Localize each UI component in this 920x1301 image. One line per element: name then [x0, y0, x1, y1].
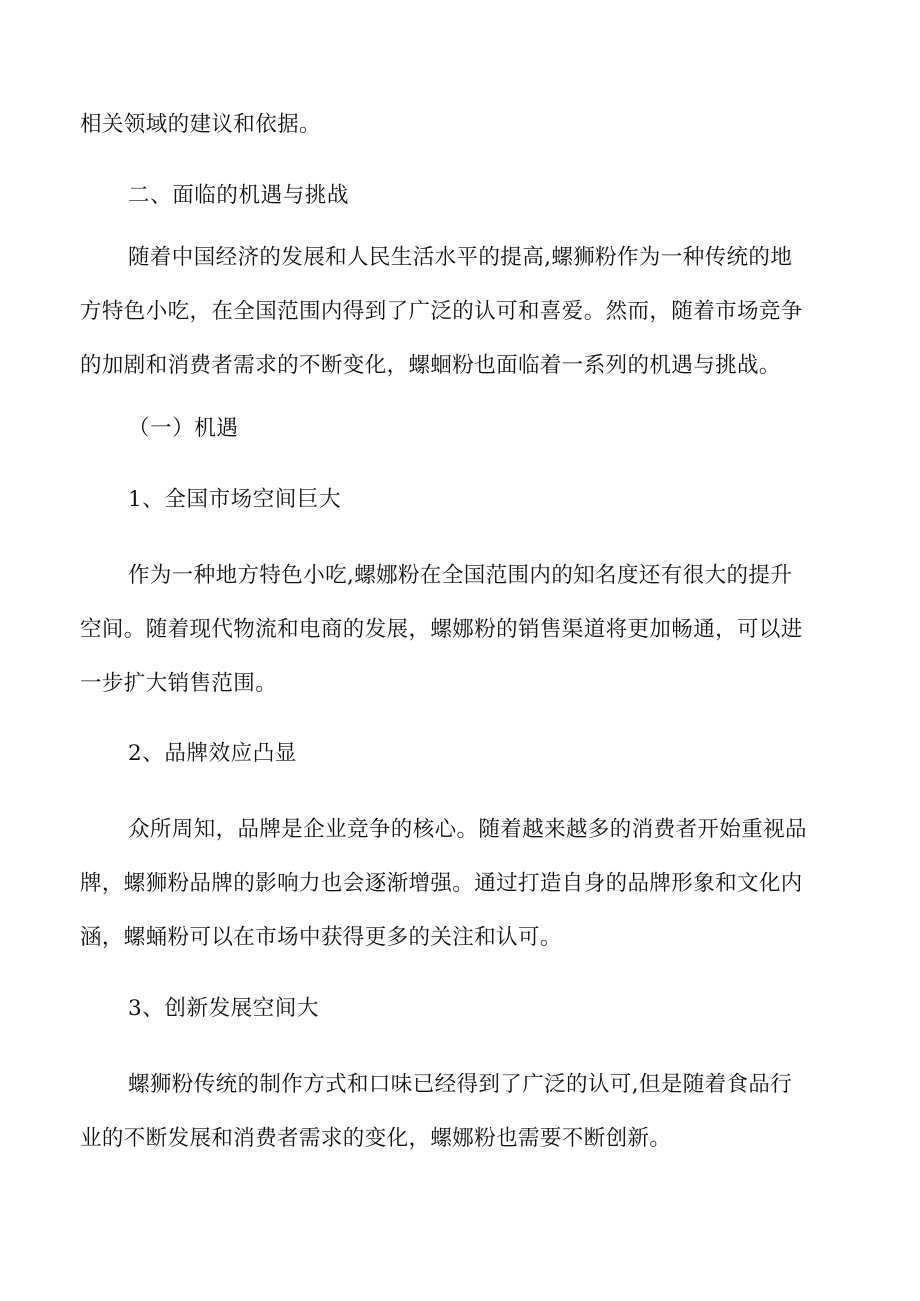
paragraph-line: 涵，螺蛹粉可以在市场中获得更多的关注和认可。 — [80, 925, 562, 950]
paragraph-line: 作为一种地方特色小吃,螺娜粉在全国范围内的知名度还有很大的提升 — [128, 563, 793, 588]
paragraph-line: 随着中国经济的发展和人民生活水平的提高,螺狮粉作为一种传统的地 — [128, 245, 793, 270]
paragraph-line: 业的不断发展和消费者需求的变化，螺娜粉也需要不断创新。 — [80, 1126, 672, 1151]
paragraph-line: 相关领域的建议和依据。 — [80, 112, 321, 137]
subsection-heading: （一）机遇 — [128, 416, 239, 441]
item-heading: 3、创新发展空间大 — [128, 996, 320, 1021]
paragraph-line: 螺狮粉传统的制作方式和口味已经得到了广泛的认可,但是随着食品行 — [128, 1072, 793, 1097]
paragraph-line: 的加剧和消费者需求的不断变化，螺蛔粉也面临着一系列的机遇与挑战。 — [80, 353, 781, 378]
paragraph-line: 一步扩大销售范围。 — [80, 671, 278, 696]
item-heading: 2、品牌效应凸显 — [128, 741, 297, 766]
item-heading: 1、全国市场空间巨大 — [128, 487, 342, 512]
paragraph-line: 牌，螺狮粉品牌的影响力也会逐渐增强。通过打造自身的品牌形象和文化内 — [80, 871, 803, 896]
paragraph-line: 众所周知，品牌是企业竞争的核心。随着越来越多的消费者开始重视品 — [128, 817, 807, 842]
paragraph-line: 空间。随着现代物流和电商的发展，螺娜粉的销售渠道将更加畅通，可以进 — [80, 617, 803, 642]
section-heading: 二、面临的机遇与挑战 — [128, 183, 350, 208]
paragraph-line: 方特色小吃，在全国范围内得到了广泛的认可和喜爱。然而，随着市场竞争 — [80, 299, 803, 324]
